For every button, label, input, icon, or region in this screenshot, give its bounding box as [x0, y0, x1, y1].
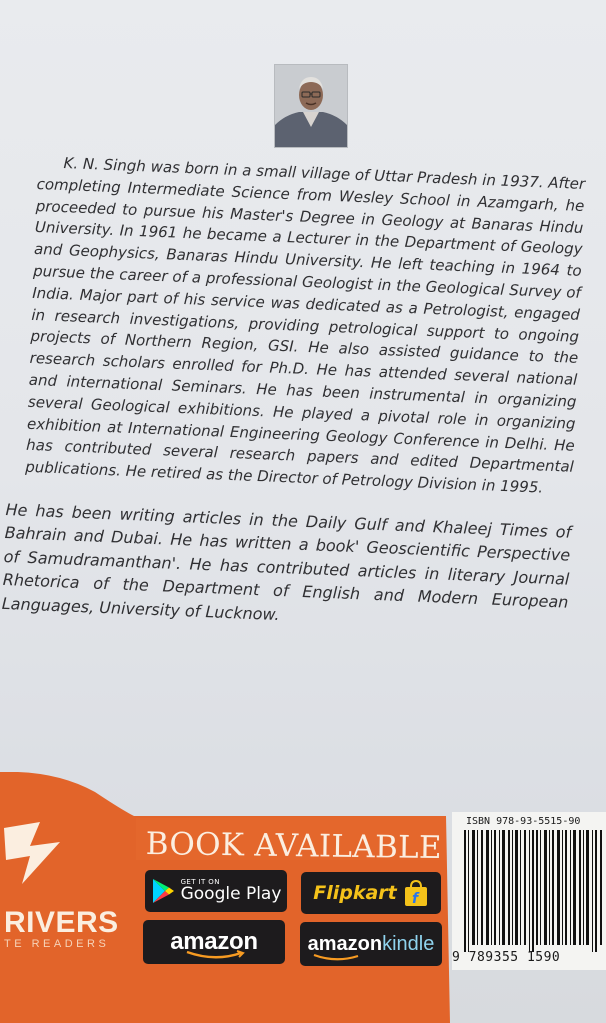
amazon-badge[interactable]	[143, 920, 285, 964]
author-portrait-image	[275, 65, 347, 147]
barcode-digits: 9 789355 1590	[452, 950, 561, 965]
amazon-smile-icon	[185, 950, 245, 960]
book-available-title: BOOK AVAILABLE	[145, 826, 443, 867]
amazon-label: amazon	[170, 928, 258, 955]
barcode-bars	[452, 812, 606, 970]
kindle-word: kindle	[382, 932, 435, 955]
flipkart-bag-icon	[403, 879, 429, 907]
flipkart-label: Flipkart	[313, 882, 397, 904]
amazon-kindle-smile-icon	[312, 953, 362, 962]
isbn-label: ISBN 978-93-5515-90	[466, 816, 581, 827]
bio-paragraph-2: He has been writing articles in the Daily Gulf and Khaleej Times of Bahrain and Dubai. He has written a book' Geoscientific Perspective of Samudramanthan'. He has contributed articles in literary Journal Rhetorica of the Department of English and Modern European Languages, University of Lucknow.	[1, 499, 572, 625]
google-play-label: Google Play	[180, 884, 282, 904]
flipkart-badge[interactable]	[301, 872, 441, 914]
google-play-small-label: GET IT ON	[180, 878, 220, 886]
publisher-name: RIVERS	[4, 906, 119, 939]
amazon-kindle-badge[interactable]	[300, 922, 442, 966]
author-photo	[274, 64, 348, 148]
author-bio	[1, 152, 586, 658]
bio-paragraph-1: K. N. Singh was born in a small village of Uttar Pradesh in 1937. After completing Intermediate Science from Wesley School in Azamgarh, he proceeded to pursue his Master's Degree in Geology at Banaras Hindu University. In 1961 he became a Lecturer in the Department of Geology and Geophysics, Banaras Hindu University. He left teaching in 1964 to pursue the career of a professional Geologist in the Geological Survey of India. Major part of his service was dedicated as a Petrologist, engaged in research investigations, providing petrological support to ongoing projects of Northern Region, GSI. He also assisted guidance to the research scholars enrolled for Ph.D. He has attended several national and international Seminars. He has been instrumental in organizing several Geological exhibitions. He played a pivotal role in organizing exhibition at International Engineering Geology Conference in Delhi. He has contributed several research papers and edited Departmental publications. He retired as the Director of Petrology Division in 1995.	[24, 154, 586, 497]
google-play-icon	[151, 878, 175, 904]
publisher-tagline: TE READERS	[4, 938, 110, 950]
amazon-kindle-brand: amazon	[307, 932, 383, 955]
isbn-barcode	[452, 812, 606, 970]
google-play-badge[interactable]	[145, 870, 287, 912]
svg-text:f: f	[411, 891, 418, 907]
